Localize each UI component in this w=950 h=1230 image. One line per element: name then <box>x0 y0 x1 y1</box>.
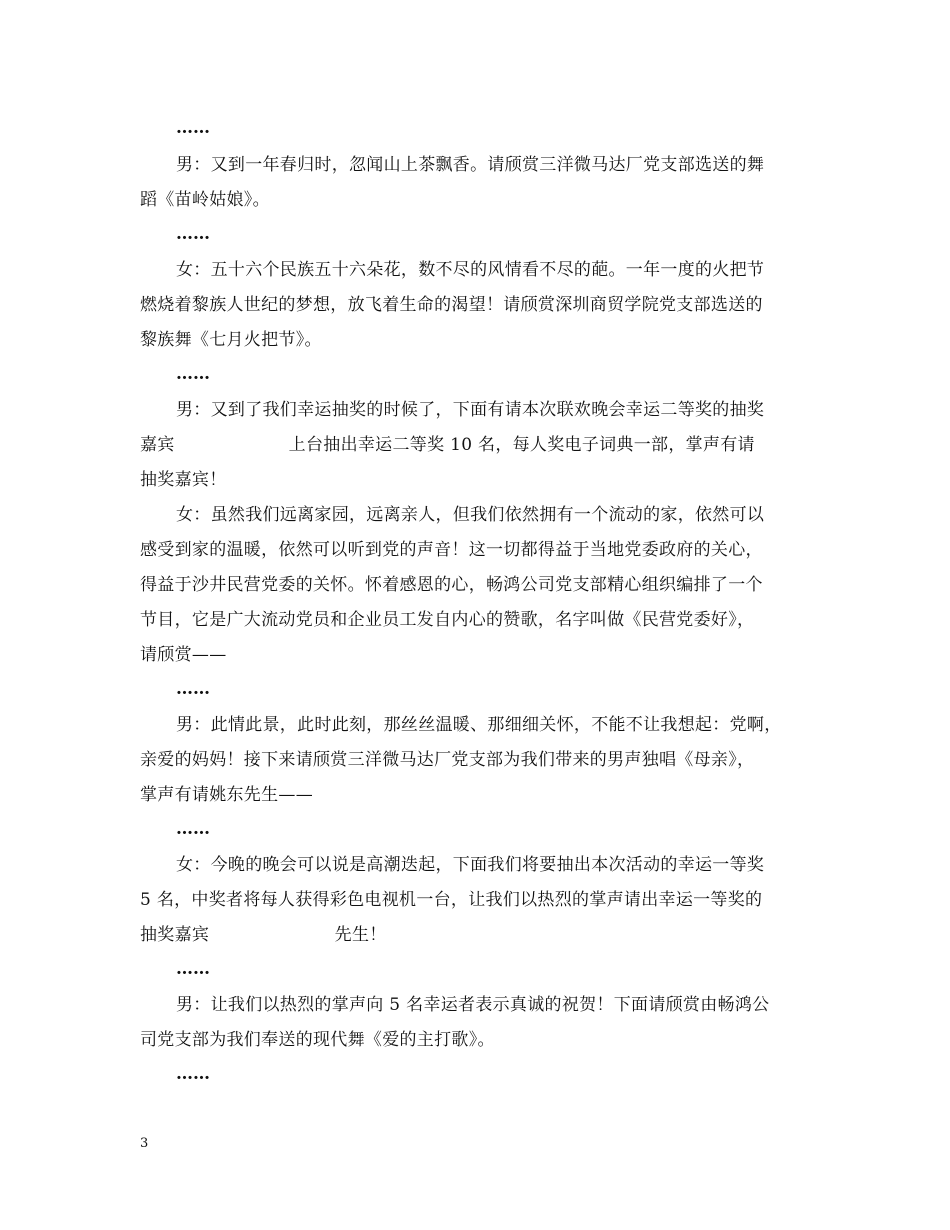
text-line-8: 抽奖嘉宾！ <box>140 470 227 490</box>
text-line-4: 燃烧着黎族人世纪的梦想，放飞着生命的渴望！请颀赏深圳商贸学院党支部选送的 <box>140 295 763 315</box>
text-line-15: 亲爱的妈妈！接下来请颀赏三洋微马达厂党支部为我们带来的男声独唱《母亲》， <box>140 750 755 770</box>
text-line-11: 得益于沙井民营党委的关怀。怀着感恩的心，畅鸿公司党支部精心组织编排了一个 <box>140 575 763 595</box>
text-line-6: 男：又到了我们幸运抽奖的时候了，下面有请本次联欢晚会幸运二等奖的抽奖 <box>176 400 765 420</box>
text-line-3: 女：五十六个民族五十六朵花，数不尽的风情看不尽的葩。一年一度的火把节 <box>176 260 765 280</box>
ellipsis-3: …… <box>176 364 210 384</box>
ellipsis-6: …… <box>176 959 210 979</box>
text-line-9: 女：虽然我们远离家园，远离亲人，但我们依然拥有一个流动的家，依然可以 <box>176 505 765 525</box>
ellipsis-2: …… <box>176 224 210 244</box>
text-line-5: 黎族舞《七月火把节》。 <box>140 330 322 350</box>
text-line-1: 男：又到一年春归时，忽闻山上茶飘香。请颀赏三洋微马达厂党支部选送的舞 <box>176 155 765 175</box>
text-line-10: 感受到家的温暖，依然可以听到党的声音！这一切都得益于当地党委政府的关心， <box>140 540 763 560</box>
ellipsis-4: …… <box>176 679 210 699</box>
text-line-17: 女：今晚的晚会可以说是高潮迭起，下面我们将要抽出本次活动的幸运一等奖 <box>176 855 765 875</box>
ellipsis-7: …… <box>176 1064 210 1084</box>
text-line-12: 节目，它是广大流动党员和企业员工发自内心的赞歌，名字叫做《民营党委好》， <box>140 610 755 630</box>
text-line-20: 男：让我们以热烈的掌声向 5 名幸运者表示真诚的祝贺！下面请颀赏由畅鸿公 <box>176 995 770 1015</box>
ellipsis-1: …… <box>176 118 210 138</box>
text-line-14: 男：此情此景，此时此刻，那丝丝温暖、那细细关怀，不能不让我想起：党啊， <box>176 715 782 735</box>
text-line-19: 抽奖嘉宾 先生！ <box>140 925 387 945</box>
ellipsis-5: …… <box>176 819 210 839</box>
text-line-18: 5 名，中奖者将每人获得彩色电视机一台，让我们以热烈的掌声请出幸运一等奖的 <box>140 890 763 910</box>
text-line-2: 蹈《苗岭姑娘》。 <box>140 190 270 210</box>
text-line-7: 嘉宾 上台抽出幸运二等奖 10 名，每人奖电子词典一部，掌声有请 <box>140 435 755 455</box>
text-line-16: 掌声有请姚东先生—— <box>140 785 313 805</box>
page-number: 3 <box>140 1136 149 1151</box>
text-line-21: 司党支部为我们奉送的现代舞《爱的主打歌》。 <box>140 1030 495 1050</box>
text-line-13: 请颀赏—— <box>140 645 227 665</box>
